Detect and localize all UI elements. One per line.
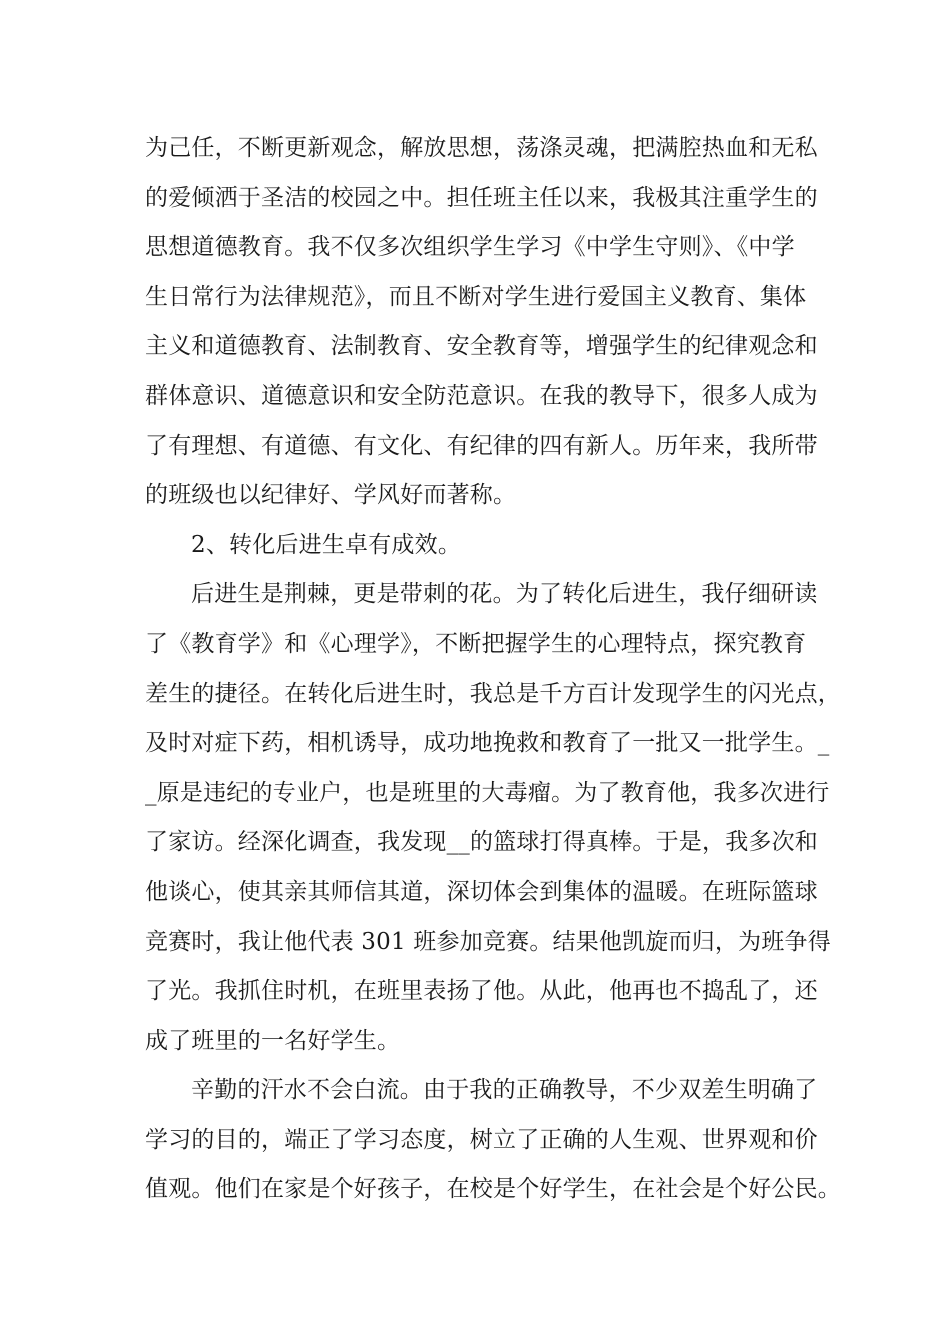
- text-line: 了有理想、有道德、有文化、有纪律的四有新人。历年来，我所带: [145, 432, 818, 459]
- paragraph-start: 后进生是荆棘，更是带刺的花。为了转化后进生，我仔细研读: [191, 581, 818, 608]
- text-line: 差生的捷径。在转化后进生时，我总是千方百计发现学生的闪光点，: [145, 680, 841, 707]
- text-line: 生日常行为法律规范》，而且不断对学生进行爱国主义教育、集体: [145, 283, 807, 310]
- text-line: 他谈心，使其亲其师信其道，深切体会到集体的温暖。在班际篮球: [145, 878, 818, 905]
- text-line: 了家访。经深化调查，我发现__的篮球打得真棒。于是，我多次和: [145, 829, 818, 856]
- text-line: 主义和道德教育、法制教育、安全教育等，增强学生的纪律观念和: [145, 333, 818, 360]
- text-line: 学习的目的，端正了学习态度，树立了正确的人生观、世界观和价: [145, 1126, 818, 1153]
- section-heading: 2、转化后进生卓有成效。: [191, 531, 462, 558]
- text-line: 为己任，不断更新观念，解放思想，荡涤灵魂，把满腔热血和无私: [145, 135, 818, 161]
- body-text: [145, 124, 845, 1215]
- text-line: 了《教育学》和《心理学》，不断把握学生的心理特点，探究教育: [145, 630, 807, 657]
- text-line: 值观。他们在家是个好孩子，在校是个好学生，在社会是个好公民。: [145, 1176, 841, 1203]
- text-line: 的班级也以纪律好、学风好而著称。: [145, 482, 517, 509]
- text-line: 思想道德教育。我不仅多次组织学生学习《中学生守则》、《中学: [145, 234, 795, 261]
- text-line: 竞赛时，我让他代表 301 班参加竞赛。结果他凯旋而归，为班争得: [145, 928, 831, 955]
- text-line: 群体意识、道德意识和安全防范意识。在我的教导下，很多人成为: [145, 382, 818, 409]
- paragraph-start: 辛勤的汗水不会白流。由于我的正确教导，不少双差生明确了: [191, 1077, 818, 1104]
- text-line: _原是违纪的专业户，也是班里的大毒瘤。为了教育他，我多次进行: [145, 779, 830, 806]
- text-line: 成了班里的一名好学生。: [145, 1027, 401, 1054]
- text-line: 了光。我抓住时机，在班里表扬了他。从此，他再也不捣乱了，还: [145, 978, 818, 1005]
- text-line: 及时对症下药，相机诱导，成功地挽救和教育了一批又一批学生。_: [145, 730, 830, 757]
- text-line: 的爱倾洒于圣洁的校园之中。担任班主任以来，我极其注重学生的: [145, 184, 818, 211]
